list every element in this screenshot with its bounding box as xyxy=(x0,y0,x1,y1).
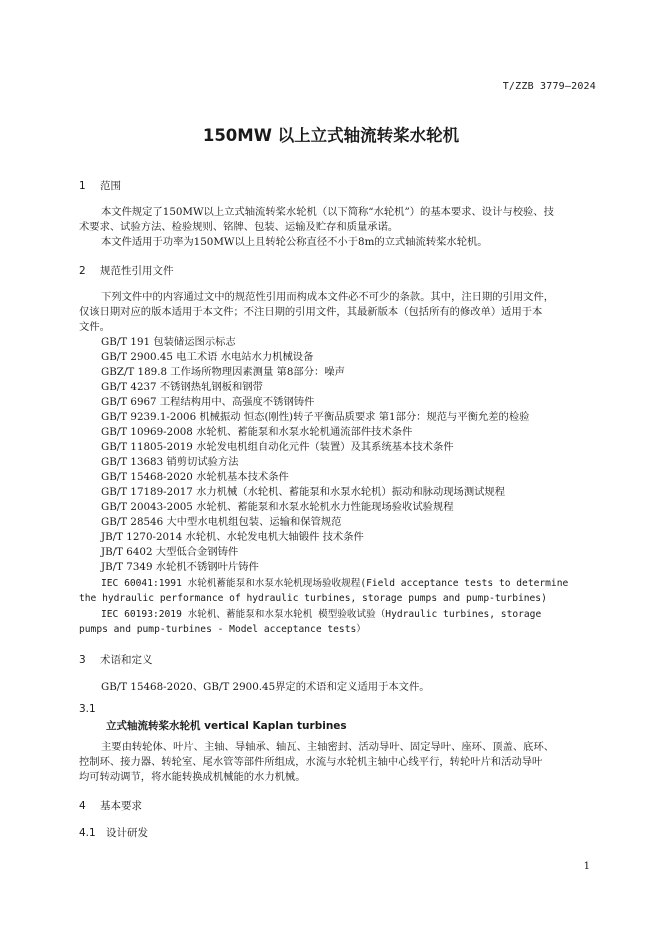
section-number: 3 xyxy=(79,654,86,666)
term-definition-line-1: 主要由转轮体、叶片、主轴、导轴承、轴瓦、主轴密封、活动导叶、固定导叶、座环、顶盖、底环、 xyxy=(101,741,555,753)
reference-item: GB/T 20043-2005 水轮机、蓄能泵和水泵水轮机水力性能现场验收试验规程 xyxy=(101,501,454,513)
terms-paragraph: GB/T 15468-2020、GB/T 2900.45界定的术语和定义适用于本文件。 xyxy=(101,681,430,693)
reference-item: GB/T 10969-2008 水轮机、蓄能泵和水泵水轮机通流部件技术条件 xyxy=(101,426,413,438)
reference-item: GB/T 4237 不锈钢热轧钢板和钢带 xyxy=(101,381,263,393)
references-intro-line-2: 仅该日期对应的版本适用于本文件；不注日期的引用文件，其最新版本（包括所有的修改单）适用于本 xyxy=(79,306,543,318)
section-3-heading xyxy=(79,652,153,667)
section-2-heading xyxy=(79,263,174,278)
scope-paragraph-line-2: 术要求、试验方法、检验规则、铭牌、包装、运输及贮存和质量承诺。 xyxy=(79,221,399,233)
reference-item: GBZ/T 189.8 工作场所物理因素测量 第8部分：噪声 xyxy=(101,366,345,378)
references-intro-line-3: 文件。 xyxy=(79,321,110,333)
references-intro-line-1: 下列文件中的内容通过文中的规范性引用而构成本文件必不可少的条款。其中，注日期的引用文件， xyxy=(101,291,555,303)
reference-item: GB/T 6967 工程结构用中、高强度不锈钢铸件 xyxy=(101,396,315,408)
page-title: 150MW 以上立式轴流转桨水轮机 xyxy=(202,126,460,145)
section-title: 规范性引用文件 xyxy=(100,265,174,277)
subsection-number: 4.1 xyxy=(79,827,96,839)
section-number: 4 xyxy=(79,800,86,812)
scope-applicability: 本文件适用于功率为150MW以上且转轮公称直径不小于8m的立式轴流转桨水轮机。 xyxy=(101,236,488,248)
reference-item: GB/T 13683 销剪切试验方法 xyxy=(101,456,239,468)
term-name: 立式轴流转桨水轮机 vertical Kaplan turbines xyxy=(106,720,347,732)
reference-item: JB/T 7349 水轮机不锈钢叶片铸件 xyxy=(101,561,259,573)
page-number: 1 xyxy=(583,861,590,872)
section-number: 1 xyxy=(79,180,86,192)
reference-item: GB/T 11805-2019 水轮发电机组自动化元件（装置）及其系统基本技术条件 xyxy=(101,441,454,453)
section-title: 基本要求 xyxy=(100,800,142,812)
document-number: T/ZZB 3779—2024 xyxy=(502,81,596,92)
subsection-4-1-heading xyxy=(79,825,148,840)
subsection-title: 设计研发 xyxy=(106,827,148,839)
reference-iec-60041-line-2: the hydraulic performance of hydraulic turbines, storage pumps and pump-turbines) xyxy=(79,593,547,604)
reference-item: JB/T 6402 大型低合金钢铸件 xyxy=(101,546,239,558)
reference-item: GB/T 2900.45 电工术语 水电站水力机械设备 xyxy=(101,351,314,363)
term-definition-line-2: 控制环、接力器、转轮室、尾水管等部件所组成，水流与水轮机主轴中心线平行，转轮叶片和活动导叶 xyxy=(79,756,543,768)
reference-item: GB/T 15468-2020 水轮机基本技术条件 xyxy=(101,471,289,483)
term-number: 3.1 xyxy=(79,703,96,715)
scope-paragraph-line-1: 本文件规定了150MW以上立式轴流转桨水轮机（以下简称“水轮机”）的基本要求、设计与校验、技 xyxy=(101,206,554,218)
reference-item: JB/T 1270-2014 水轮机、水轮发电机大轴锻件 技术条件 xyxy=(101,531,364,543)
reference-item: GB/T 17189-2017 水力机械（水轮机、蓄能泵和水泵水轮机）振动和脉动现场测试规程 xyxy=(101,486,506,498)
section-1-heading xyxy=(79,178,121,193)
section-number: 2 xyxy=(79,265,86,277)
reference-iec-60193-line-2: pumps and pump-turbines - Model acceptance tests） xyxy=(79,624,366,635)
section-4-heading xyxy=(79,798,142,813)
reference-iec-60193-line-1: IEC 60193:2019 水轮机、蓄能泵和水泵水轮机 模型验收试验（Hydraulic turbines, storage xyxy=(101,609,542,620)
section-title: 术语和定义 xyxy=(100,654,153,666)
section-title: 范围 xyxy=(100,180,121,192)
reference-item: GB/T 28546 大中型水电机组包装、运输和保管规范 xyxy=(101,516,342,528)
reference-iec-60041-line-1: IEC 60041:1991 水轮机蓄能泵和水泵水轮机现场验收规程(Field acceptance tests to determine xyxy=(101,578,569,589)
reference-item: GB/T 9239.1-2006 机械振动 恒态(刚性)转子平衡品质要求 第1部分：规范与平衡允差的检验 xyxy=(101,411,530,423)
term-definition-line-3: 均可转动调节，将水能转换成机械能的水力机械。 xyxy=(79,771,306,783)
reference-item: GB/T 191 包装储运图示标志 xyxy=(101,336,236,348)
